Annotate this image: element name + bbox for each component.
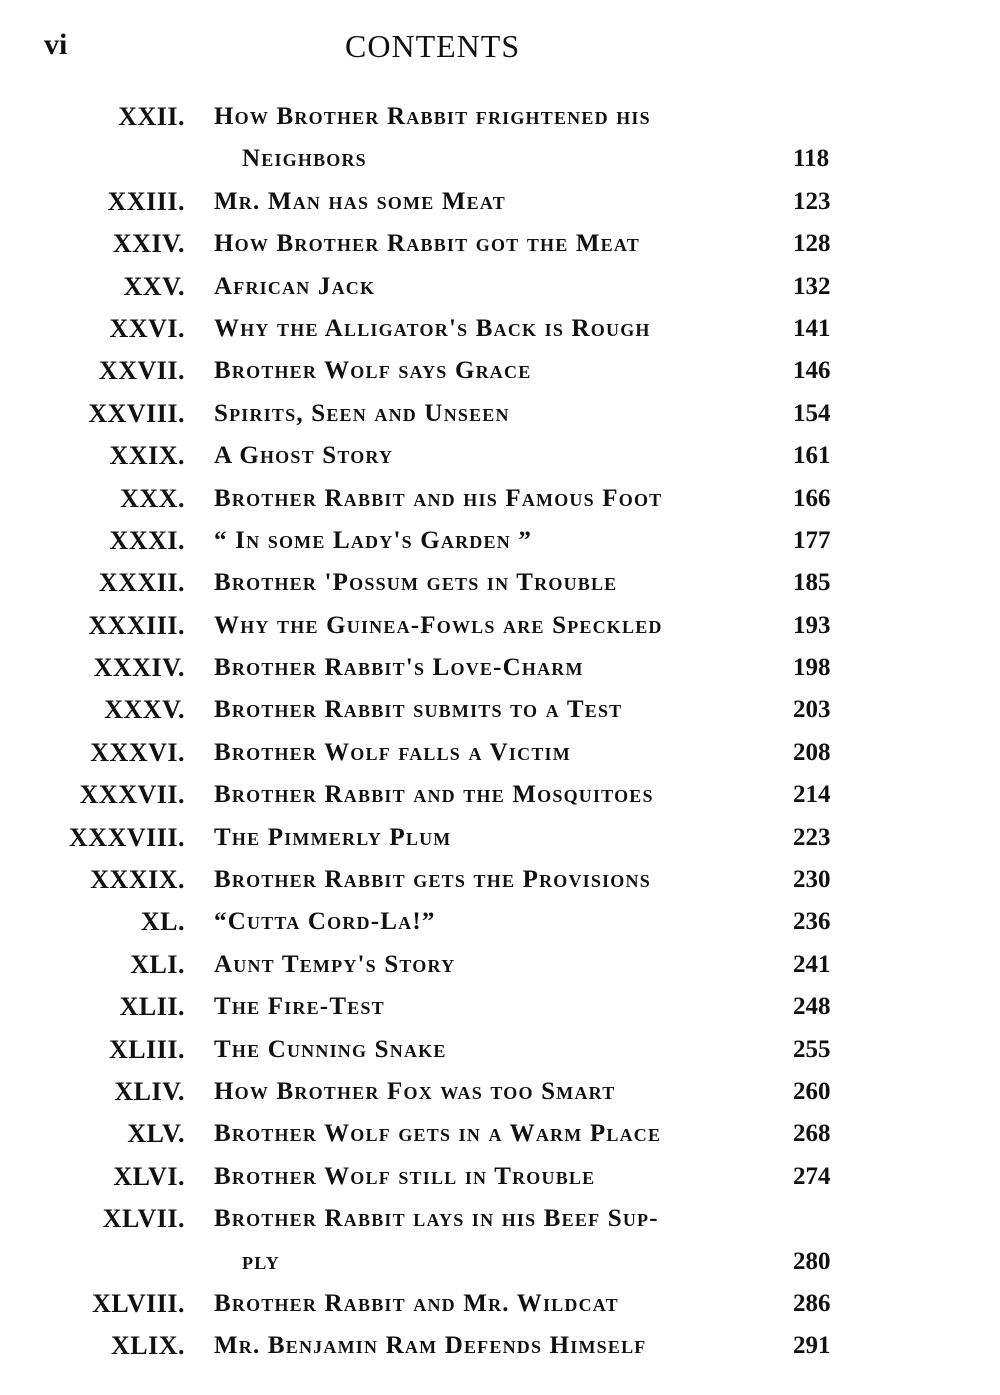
page-number: 141 (793, 314, 831, 342)
toc-row (0, 859, 1000, 901)
chapter-number: XLVI. (113, 1161, 185, 1191)
chapter-number: XXXVI. (90, 737, 185, 767)
chapter-title: Brother Rabbit and his Famous Foot . . . (214, 478, 782, 520)
chapter-title: Mr. Man has some Meat . . . (214, 181, 782, 223)
toc-row (0, 1156, 1000, 1198)
toc-row (0, 605, 1000, 647)
page-number: 177 (793, 526, 831, 554)
chapter-number: XXXIII. (88, 610, 185, 640)
toc-row (0, 901, 1000, 943)
toc-row (0, 1029, 1000, 1071)
page-number: 236 (793, 908, 831, 936)
toc-row (0, 689, 1000, 731)
page-number: 208 (793, 738, 831, 766)
chapter-title: Brother Rabbit lays in his Beef Sup- (214, 1198, 782, 1240)
page-number: 260 (793, 1077, 831, 1105)
toc-row (0, 1113, 1000, 1155)
chapter-title: Brother Rabbit and Mr. Wildcat . . . (214, 1283, 782, 1325)
toc-row (0, 266, 1000, 308)
chapter-number: XLII. (119, 992, 185, 1022)
chapter-title: The Pimmerly Plum . . . (214, 817, 782, 859)
toc-row (0, 223, 1000, 265)
chapter-title: A Ghost Story . . . (214, 435, 782, 477)
toc-row (0, 138, 1000, 180)
page-number: 230 (793, 866, 831, 894)
toc-row (0, 774, 1000, 816)
toc-row (0, 96, 1000, 138)
chapter-number: XLV. (127, 1119, 185, 1149)
chapter-title: Brother Wolf says Grace . . . (214, 350, 782, 392)
toc-row (0, 1325, 1000, 1367)
page-number: 146 (793, 357, 831, 385)
chapter-number: XXX. (120, 483, 185, 513)
chapter-title: The Cunning Snake . . . (214, 1029, 782, 1071)
chapter-title: Why the Guinea-Fowls are Speckled . . . (214, 605, 782, 647)
page-number: 203 (793, 696, 831, 724)
toc-row (0, 1071, 1000, 1113)
chapter-number: XLIV. (114, 1076, 185, 1106)
page-number: 268 (793, 1120, 831, 1148)
toc-row (0, 393, 1000, 435)
table-of-contents (0, 96, 1000, 1368)
page-number: 118 (793, 145, 830, 173)
chapter-number: XLVII. (102, 1204, 185, 1234)
chapter-number: XXXI. (109, 525, 185, 555)
chapter-number: XXXV. (104, 695, 185, 725)
page-number: 154 (793, 399, 831, 427)
chapter-title: ply . . . (242, 1241, 782, 1283)
chapter-title: “ In some Lady's Garden ” . . . (214, 520, 782, 562)
page-number: 274 (793, 1162, 831, 1190)
chapter-title: How Brother Fox was too Smart . . . (214, 1071, 782, 1113)
chapter-title: African Jack . . . (214, 266, 782, 308)
chapter-title: How Brother Rabbit frightened his (214, 96, 782, 138)
chapter-number: XXVI. (109, 313, 185, 343)
page-number: 132 (793, 272, 831, 300)
chapter-title: Brother Rabbit and the Mosquitoes . . . (214, 774, 782, 816)
toc-row (0, 1241, 1000, 1283)
chapter-number: XXVII. (98, 356, 185, 386)
chapter-number: XLVIII. (92, 1288, 185, 1318)
chapter-number: XLI. (130, 949, 185, 979)
toc-row (0, 732, 1000, 774)
page-number: 166 (793, 484, 831, 512)
chapter-title: Brother Wolf still in Trouble . . . (214, 1156, 782, 1198)
page-number: 185 (793, 569, 831, 597)
chapter-number: XXIII. (107, 186, 185, 216)
chapter-title: Brother Wolf falls a Victim . . . (214, 732, 782, 774)
page-title: CONTENTS (345, 28, 521, 64)
toc-row (0, 562, 1000, 604)
toc-row (0, 435, 1000, 477)
chapter-title: Neighbors . . . (242, 138, 782, 180)
page-number: 255 (793, 1035, 831, 1063)
page-number: 128 (793, 230, 831, 258)
toc-row (0, 181, 1000, 223)
chapter-title: “Cutta Cord-La!” . . . (214, 901, 782, 943)
toc-row (0, 817, 1000, 859)
toc-row (0, 986, 1000, 1028)
chapter-title: Brother Wolf gets in a Warm Place . . . (214, 1113, 782, 1155)
page-number: 214 (793, 781, 831, 809)
chapter-title: Mr. Benjamin Ram Defends Himself . . . (214, 1325, 782, 1367)
chapter-title: Spirits, Seen and Unseen . . . (214, 393, 782, 435)
chapter-number: XXV. (123, 271, 185, 301)
chapter-number: XXVIII. (88, 398, 185, 428)
chapter-title: How Brother Rabbit got the Meat . . . (214, 223, 782, 265)
toc-row (0, 944, 1000, 986)
page-number: 161 (793, 442, 831, 470)
page-number: 241 (793, 950, 831, 978)
chapter-number: XXXII. (98, 568, 185, 598)
page-number: 198 (793, 654, 831, 682)
page-number: 193 (793, 611, 831, 639)
toc-row (0, 1198, 1000, 1240)
page-folio: vi (44, 28, 68, 61)
chapter-title: Brother Rabbit gets the Provisions . . . (214, 859, 782, 901)
chapter-number: XLIX. (110, 1331, 185, 1361)
toc-row (0, 478, 1000, 520)
chapter-title: Why the Alligator's Back is Rough . . . (214, 308, 782, 350)
page-number: 123 (793, 187, 831, 215)
page-number: 280 (793, 1247, 831, 1275)
chapter-title: Brother Rabbit submits to a Test . . . (214, 689, 782, 731)
toc-row (0, 1283, 1000, 1325)
page-number: 248 (793, 993, 831, 1021)
chapter-title: Brother 'Possum gets in Trouble . . . (214, 562, 782, 604)
chapter-number: XXIX. (109, 441, 185, 471)
chapter-title: Aunt Tempy's Story . . . (214, 944, 782, 986)
toc-row (0, 308, 1000, 350)
chapter-number: XXXVII. (79, 780, 185, 810)
chapter-number: XLIII. (109, 1034, 185, 1064)
chapter-number: XXIV. (112, 229, 185, 259)
toc-row (0, 647, 1000, 689)
chapter-number: XL. (140, 907, 185, 937)
chapter-title: Brother Rabbit's Love-Charm . . . (214, 647, 782, 689)
chapter-number: XXII. (118, 102, 185, 131)
toc-row (0, 520, 1000, 562)
page-number: 223 (793, 823, 831, 851)
toc-row (0, 350, 1000, 392)
page-number: 291 (793, 1332, 831, 1360)
chapter-title: The Fire-Test . . . (214, 986, 782, 1028)
chapter-number: XXXVIII. (69, 822, 185, 852)
chapter-number: XXXIV. (93, 653, 185, 683)
page-number: 286 (793, 1289, 831, 1317)
chapter-number: XXXIX. (90, 865, 185, 895)
